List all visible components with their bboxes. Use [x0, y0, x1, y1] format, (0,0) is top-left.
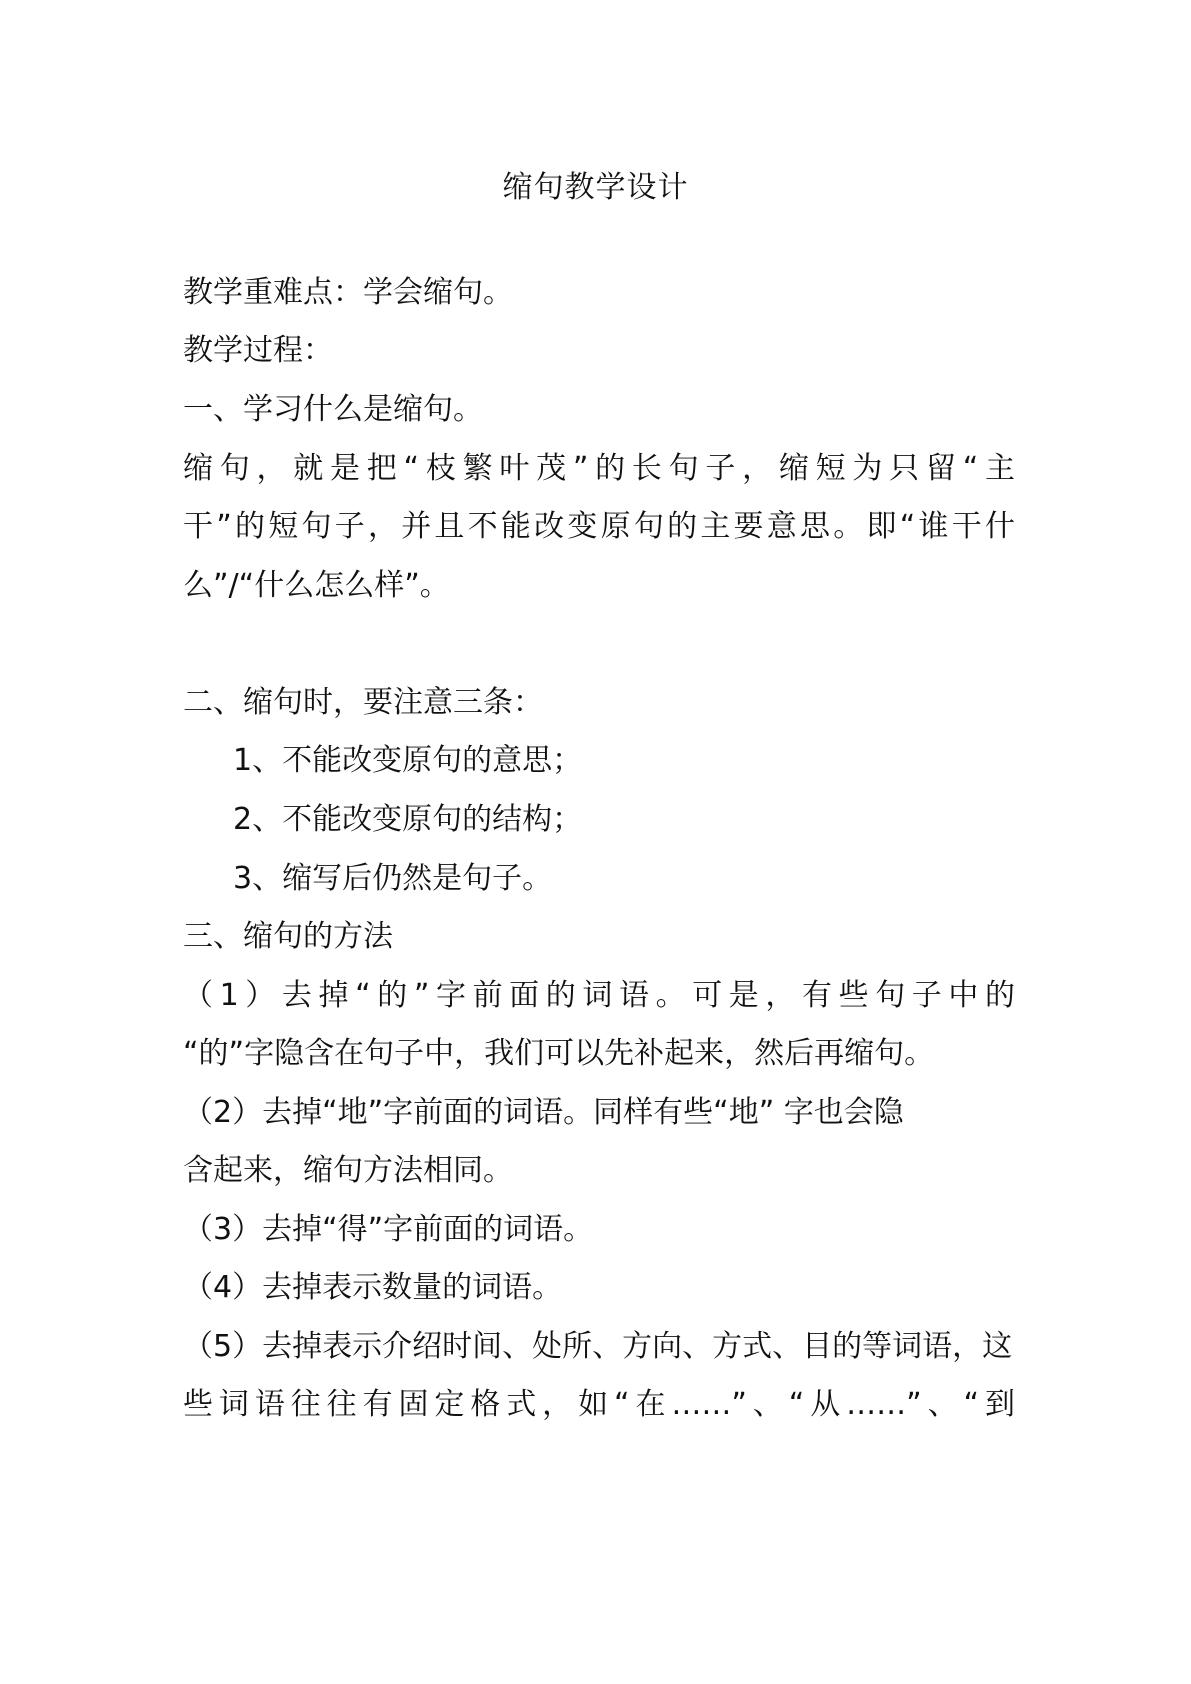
- method-line: （2）去掉“地”字前面的词语。同样有些“地” 字也会隐: [183, 1095, 904, 1130]
- method-line: 含起来，缩句方法相同。: [183, 1153, 513, 1188]
- key-difficulty-line: 教学重难点：学会缩句。: [183, 275, 513, 310]
- method-line: “的”字隐含在句子中，我们可以先补起来，然后再缩句。: [183, 1036, 935, 1071]
- method-line: （4）去掉表示数量的词语。: [183, 1270, 563, 1305]
- paragraph-line: 干”的短句子，并且不能改变原句的主要意思。即“谁干什: [183, 509, 1015, 544]
- list-item: 3、缩写后仍然是句子。: [233, 861, 553, 896]
- list-item: 2、不能改变原句的结构；: [233, 802, 583, 837]
- list-item: 1、不能改变原句的意思；: [233, 743, 583, 778]
- section-one-heading: 一、学习什么是缩句。: [183, 392, 483, 427]
- section-two-heading: 二、缩句时，要注意三条：: [183, 685, 543, 720]
- paragraph-line: 么”/“什么怎么样”。: [183, 568, 450, 603]
- method-line: （5）去掉表示介绍时间、处所、方向、方式、目的等词语，这: [183, 1329, 1013, 1364]
- process-heading: 教学过程：: [183, 333, 333, 368]
- method-line: 些词语往往有固定格式，如“在……”、“从……”、“到: [183, 1387, 1015, 1422]
- section-three-heading: 三、缩句的方法: [183, 919, 393, 954]
- method-line: （1）去掉“的”字前面的词语。可是，有些句子中的: [183, 978, 1015, 1013]
- document-title: 缩句教学设计: [502, 170, 689, 205]
- paragraph-line: 缩句，就是把“枝繁叶茂”的长句子，缩短为只留“主: [183, 451, 1015, 486]
- method-line: （3）去掉“得”字前面的词语。: [183, 1212, 594, 1247]
